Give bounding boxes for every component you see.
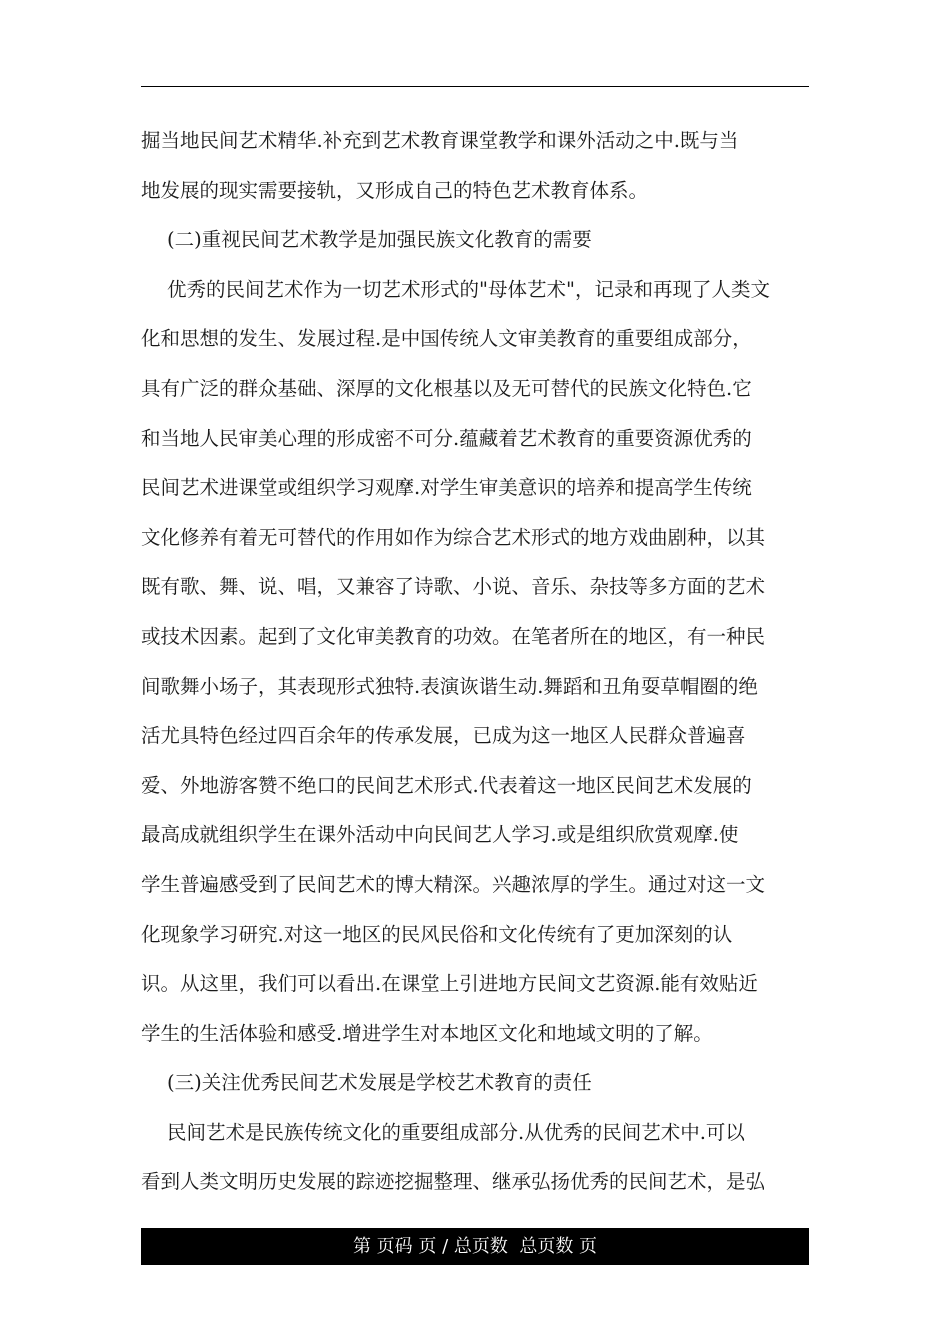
paragraph-first-line: 民间艺术是民族传统文化的重要组成部分.从优秀的民间艺术中.可以 — [167, 1120, 745, 1144]
paragraph-first-line: 优秀的民间艺术作为一切艺术形式的"母体艺术"，记录和再现了人类文 — [167, 277, 770, 301]
text-line: 掘当地民间艺术精华.补充到艺术教育课堂教学和课外活动之中.既与当 — [141, 129, 739, 152]
text-line: 既有歌、舞、说、唱，又兼容了诗歌、小说、音乐、杂技等多方面的艺术 — [141, 575, 766, 599]
text-line: 具有广泛的群众基础、深厚的文化根基以及无可替代的民族文化特色.它 — [141, 376, 752, 400]
text-line: 最高成就组织学生在课外活动中向民间艺人学习.或是组织欣赏观摩.使 — [141, 823, 739, 847]
text-line: 或技术因素。起到了文化审美教育的功效。在笔者所在的地区，有一种民 — [141, 624, 766, 648]
text-line: 地发展的现实需要接轨，又形成自己的特色艺术教育体系。 — [141, 178, 649, 202]
text-line: 间歌舞小场子，其表现形式独特.表演诙谐生动.舞蹈和丑角耍草帽圈的绝 — [141, 674, 758, 698]
text-line: 文化修养有着无可替代的作用如作为综合艺术形式的地方戏曲剧种，以其 — [141, 525, 766, 549]
text-line: 民间艺术进课堂或组织学习观摩.对学生审美意识的培养和提高学生传统 — [141, 476, 752, 500]
text-line: 化现象学习研究.对这一地区的民风民俗和文化传统有了更加深刻的认 — [141, 922, 733, 946]
text-line: 学生普遍感受到了民间艺术的博大精深。兴趣浓厚的学生。通过对这一文 — [141, 872, 766, 896]
document-body — [141, 116, 809, 1207]
text-line: 看到人类文明历史发展的踪迹挖掘整理、继承弘扬优秀的民间艺术，是弘 — [141, 1170, 766, 1194]
text-line: 识。从这里，我们可以看出.在课堂上引进地方民间文艺资源.能有效贴近 — [141, 972, 758, 996]
section-heading: (二)重视民间艺术教学是加强民族文化教育的需要 — [167, 228, 592, 252]
text-line: 和当地人民审美心理的形成密不可分.蕴藏着艺术教育的重要资源优秀的 — [141, 426, 752, 450]
text-line: 化和思想的发生、发展过程.是中国传统人文审美教育的重要组成部分， — [141, 327, 752, 351]
text-line: 活尤具特色经过四百余年的传承发展，已成为这一地区人民群众普遍喜 — [141, 724, 746, 748]
text-line: 学生的生活体验和感受.增进学生对本地区文化和地域文明的了解。 — [141, 1021, 713, 1045]
text-line: 爱、外地游客赞不绝口的民间艺术形式.代表着这一地区民间艺术发展的 — [141, 773, 752, 797]
page-footer: 第 页码 页 / 总页数 总页数 页 — [141, 1228, 809, 1265]
header-rule — [141, 86, 809, 87]
section-heading: (三)关注优秀民间艺术发展是学校艺术教育的责任 — [167, 1071, 592, 1095]
